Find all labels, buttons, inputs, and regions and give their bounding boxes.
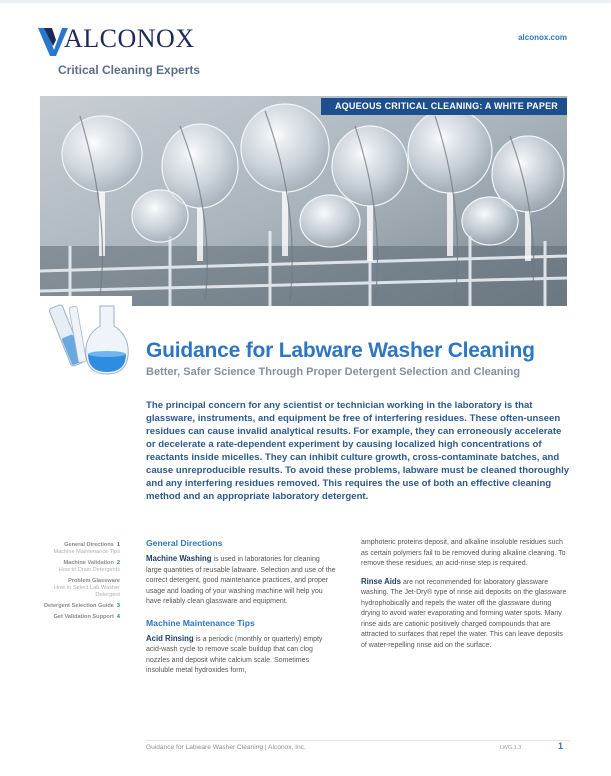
- document-code: LWG.1.3: [500, 745, 522, 751]
- term: Acid Rinsing: [146, 633, 194, 643]
- hero-photo-glassware-rack: [40, 96, 567, 306]
- page-subtitle: Better, Safer Science Through Proper Detergent Selection and Cleaning: [146, 366, 521, 378]
- toc-item[interactable]: How to Select Lab Washer Detergent: [53, 585, 120, 598]
- body-paragraph: Rinse Aids are not recommended for laboratory glassware washing. The Jet-Dry® type of rinse aid deposits on the glassware hydrophobically and repels the water off the glassware during drying to avoid water evaporating and forming water spots. Many rinse aids are cationic positively charged compounds that are attracted to surfaces that repel the water. This can leave deposits of water-repelling rinse aid on the surface.: [361, 576, 567, 649]
- beaker-illustration: [40, 296, 132, 378]
- term: Rinse Aids: [361, 576, 402, 586]
- page-title: Guidance for Labware Washer Cleaning: [146, 339, 535, 362]
- table-of-contents: [40, 538, 120, 621]
- body-column-left: [146, 538, 336, 684]
- top-rule: [0, 0, 611, 3]
- body-paragraph: Acid Rinsing is a periodic (monthly or quarterly) empty acid-wash cycle to remove scale buildup that can clog nozzles and deposit white calcium scale. Sometimes insoluble metal hydroxides form,: [146, 633, 323, 674]
- body-paragraph: Machine Washing is used in laboratories for cleaning large quantities of reusable labware. Selection and use of the correct detergent, good maintenance practices, and proper usage and loading of your washing machine will help you have reliably clean glassware and equipment.: [146, 554, 336, 605]
- toc-item[interactable]: Problem Glassware: [68, 578, 120, 584]
- toc-item[interactable]: Machine Validation 2: [63, 560, 120, 566]
- body-paragraph: amphoteric proteins deposit, and alkaline insoluble residues such as certain polymers fail to be removed during alkaline cleaning. To remove these residues, an acid-rinse step is required.: [361, 539, 566, 567]
- intro-paragraph: The principal concern for any scientist or technician working in the laboratory is that glassware, instruments, and equipment be free of interfering residues. These often-unseen residues can cause invalid analytical results. For example, they can erroneously accelerate or decelerate a rate-dependent experiment by causing localized high concentrations of reactants inside micelles. They can inhibit culture growth, cross-contaminate batches, and cause unreproducible results. To avoid these problems, labware must be cleaned thoroughly and any interfering residues removed. This requires the use of both an effective cleaning method and an appropriate laboratory detergent.: [146, 400, 570, 502]
- footer-title: Guidance for Labware Washer Cleaning | Alconox, Inc.: [146, 744, 306, 751]
- tagline: Critical Cleaning Experts: [58, 63, 201, 77]
- toc-item[interactable]: General Directions 1: [64, 542, 120, 548]
- section-heading: General Directions: [146, 538, 223, 548]
- body-column-right: [361, 538, 569, 658]
- toc-item[interactable]: Detergent Selection Guide 3: [43, 603, 120, 609]
- toc-item[interactable]: How to Drain Detergents: [58, 567, 120, 573]
- white-paper-banner: AQUEOUS CRITICAL CLEANING: A WHITE PAPER: [321, 98, 567, 115]
- footer-rule: [146, 740, 570, 741]
- brand-wordmark: ALCONOX: [64, 24, 195, 53]
- website-link[interactable]: alconox.com: [518, 33, 567, 42]
- toc-item[interactable]: Get Validation Support 4: [53, 614, 120, 620]
- section-heading: Machine Maintenance Tips: [146, 617, 255, 628]
- toc-item[interactable]: Machine Maintenance Tips: [53, 549, 120, 555]
- page-number: 1: [558, 741, 564, 751]
- term: Machine Washing: [146, 554, 212, 563]
